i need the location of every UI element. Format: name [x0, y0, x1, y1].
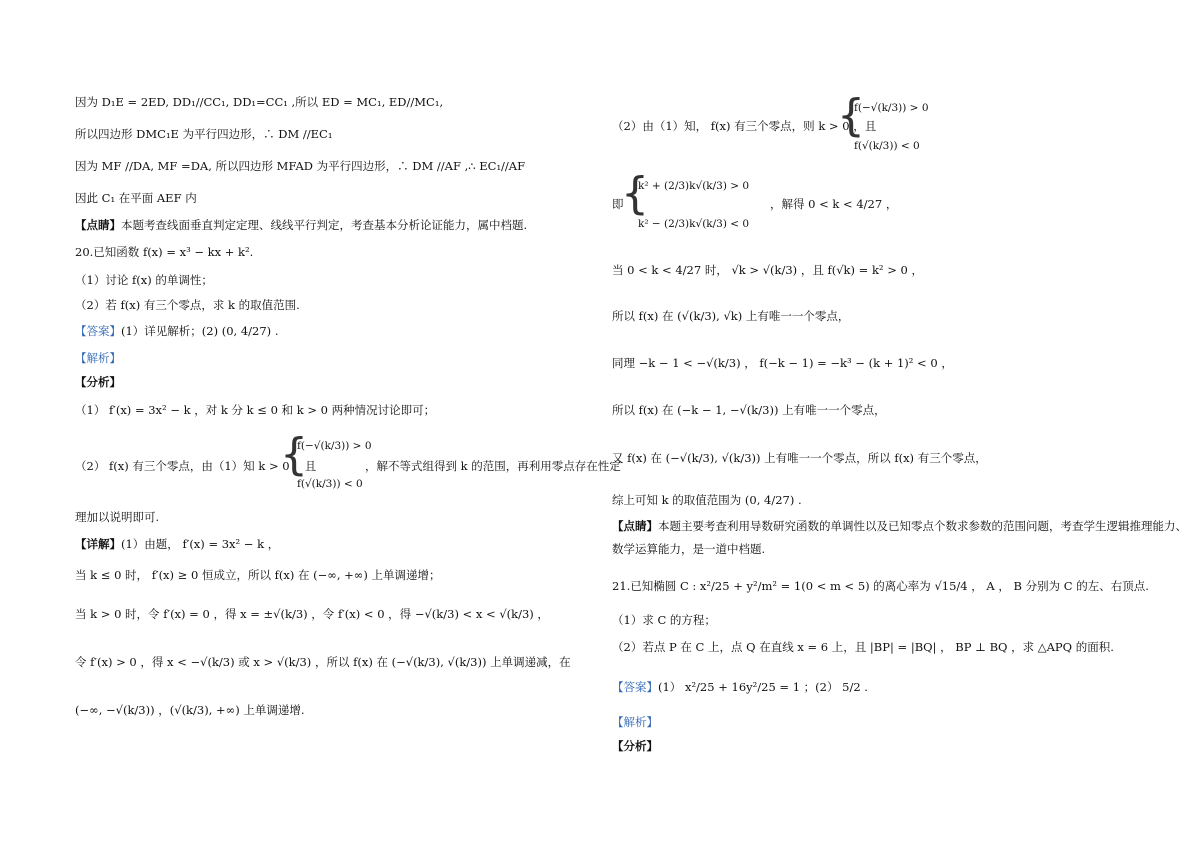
system-line: f(√(k/3)) < 0 [854, 140, 920, 152]
comment-line [75, 217, 527, 233]
text-line: （2） f(x) 有三个零点，由（1）知 k > 0 ，且 [75, 459, 317, 473]
analysis-heading: 【解析】 [75, 351, 121, 365]
answer-tag: 【答案】 [612, 680, 658, 694]
text-line: 数学运算能力，是一道中档题. [612, 542, 766, 556]
text-line: (−∞, −√(k/3)) ，(√(k/3), +∞) 上单调递增. [75, 703, 305, 717]
question-21-title: 21.已知椭圆 C : x²/25 + y²/m² = 1(0 < m < 5) 的离心率为 √15/4 ， A ， B 分别为 C 的左、右顶点. [612, 579, 1149, 593]
text-line: 所以四边形 DMC₁E 为平行四边形，∴ DM //EC₁ [75, 127, 333, 141]
brace-icon: { [280, 429, 308, 480]
text-line: 所以 f(x) 在 (√(k/3), √k) 上有唯一一个零点， [612, 309, 850, 323]
system-line: f(√(k/3)) < 0 [297, 478, 363, 490]
brace-icon: { [621, 168, 649, 219]
comment-line [612, 518, 1187, 534]
text-line: （2）若点 P 在 C 上，点 Q 在直线 x = 6 上，且 |BP| = |BQ| ， BP ⊥ BQ ，求 △APQ 的面积. [612, 640, 1114, 654]
question-20-title: 20.已知函数 f(x) = x³ − kx + k². [75, 245, 254, 259]
fenxi-heading: 【分析】 [75, 375, 121, 389]
text-line: 令 f′(x) > 0 ，得 x < −√(k/3) 或 x > √(k/3) ，所以 f(x) 在 (−√(k/3), √(k/3)) 上单调递减，在 [75, 655, 571, 669]
system-line: k² + (2/3)k√(k/3) > 0 [638, 180, 750, 192]
system-line: f(−√(k/3)) > 0 [297, 440, 372, 452]
text-line: （1）讨论 f(x) 的单调性； [75, 273, 213, 287]
text-line: 因此 C₁ 在平面 AEF 内 [75, 191, 197, 205]
text-line: 综上可知 k 的取值范围为 (0, 4/27) . [612, 493, 802, 507]
text-line: （2）若 f(x) 有三个零点，求 k 的取值范围. [75, 298, 300, 312]
text-line: 因为 D₁E = 2ED, DD₁//CC₁, DD₁=CC₁ ,所以 ED = MC₁, ED//MC₁, [75, 95, 444, 109]
text-line: 同理 −k − 1 < −√(k/3) ， f(−k − 1) = −k³ − (k + 1)² < 0 ， [612, 356, 953, 370]
comment-text: 本题主要考查利用导数研究函数的单调性以及已知零点个数求参数的范围问题，考查学生逻辑推理能力、 [658, 519, 1187, 533]
analysis-heading: 【解析】 [612, 715, 658, 729]
answer-line [75, 323, 278, 339]
text-line: 当 k ≤ 0 时， f′(x) ≥ 0 恒成立，所以 f(x) 在 (−∞, +∞) 上单调递增； [75, 568, 441, 582]
detail-tag: 【详解】 [75, 537, 121, 551]
text-line: 又 f(x) 在 (−√(k/3), √(k/3)) 上有唯一一个零点，所以 f(x) 有三个零点， [612, 451, 987, 465]
answer-text: (1） x²/25 + 16y²/25 = 1 ；(2） 5/2 . [658, 680, 868, 694]
brace-icon: { [837, 90, 865, 141]
text-line: 所以 f(x) 在 (−k − 1, −√(k/3)) 上有唯一一个零点， [612, 403, 886, 417]
comment-tag: 【点睛】 [75, 218, 121, 232]
text-line: （1）求 C 的方程； [612, 613, 716, 627]
text-line: 当 0 < k < 4/27 时， √k > √(k/3) ，且 f(√k) = k² > 0 ， [612, 263, 923, 277]
text-line: ，解不等式组得到 k 的范围，再利用零点存在性定 [365, 459, 621, 473]
answer-line [612, 679, 868, 695]
text-line: 即 [612, 197, 624, 211]
detail-line [75, 536, 279, 552]
text-line: 因为 MF //DA, MF =DA, 所以四边形 MFAD 为平行四边形，∴ DM //AF ,∴ EC₁//AF [75, 159, 526, 173]
text-line: 当 k > 0 时，令 f′(x) = 0 ，得 x = ±√(k/3) ，令 f′(x) < 0 ，得 −√(k/3) < x < √(k/3) ， [75, 607, 549, 621]
comment-tag: 【点睛】 [612, 519, 658, 533]
text-line: 理加以说明即可. [75, 510, 160, 524]
text-line: （2）由（1）知， f(x) 有三个零点，则 k > 0 ，且 [612, 119, 877, 133]
answer-tag: 【答案】 [75, 324, 121, 338]
system-line: k² − (2/3)k√(k/3) < 0 [638, 218, 750, 230]
system-line: f(−√(k/3)) > 0 [854, 102, 929, 114]
detail-text: (1）由题， f′(x) = 3x² − k ， [121, 537, 280, 551]
answer-text: (1）详见解析；(2) (0, 4/27) . [121, 324, 279, 338]
text-line: ，解得 0 < k < 4/27 ， [770, 197, 898, 211]
fenxi-heading: 【分析】 [612, 739, 658, 753]
text-line: （1） f′(x) = 3x² − k ，对 k 分 k ≤ 0 和 k > 0 两种情况讨论即可； [75, 403, 436, 417]
comment-text: 本题考查线面垂直判定定理、线线平行判定，考查基本分析论证能力，属中档题. [121, 218, 528, 232]
